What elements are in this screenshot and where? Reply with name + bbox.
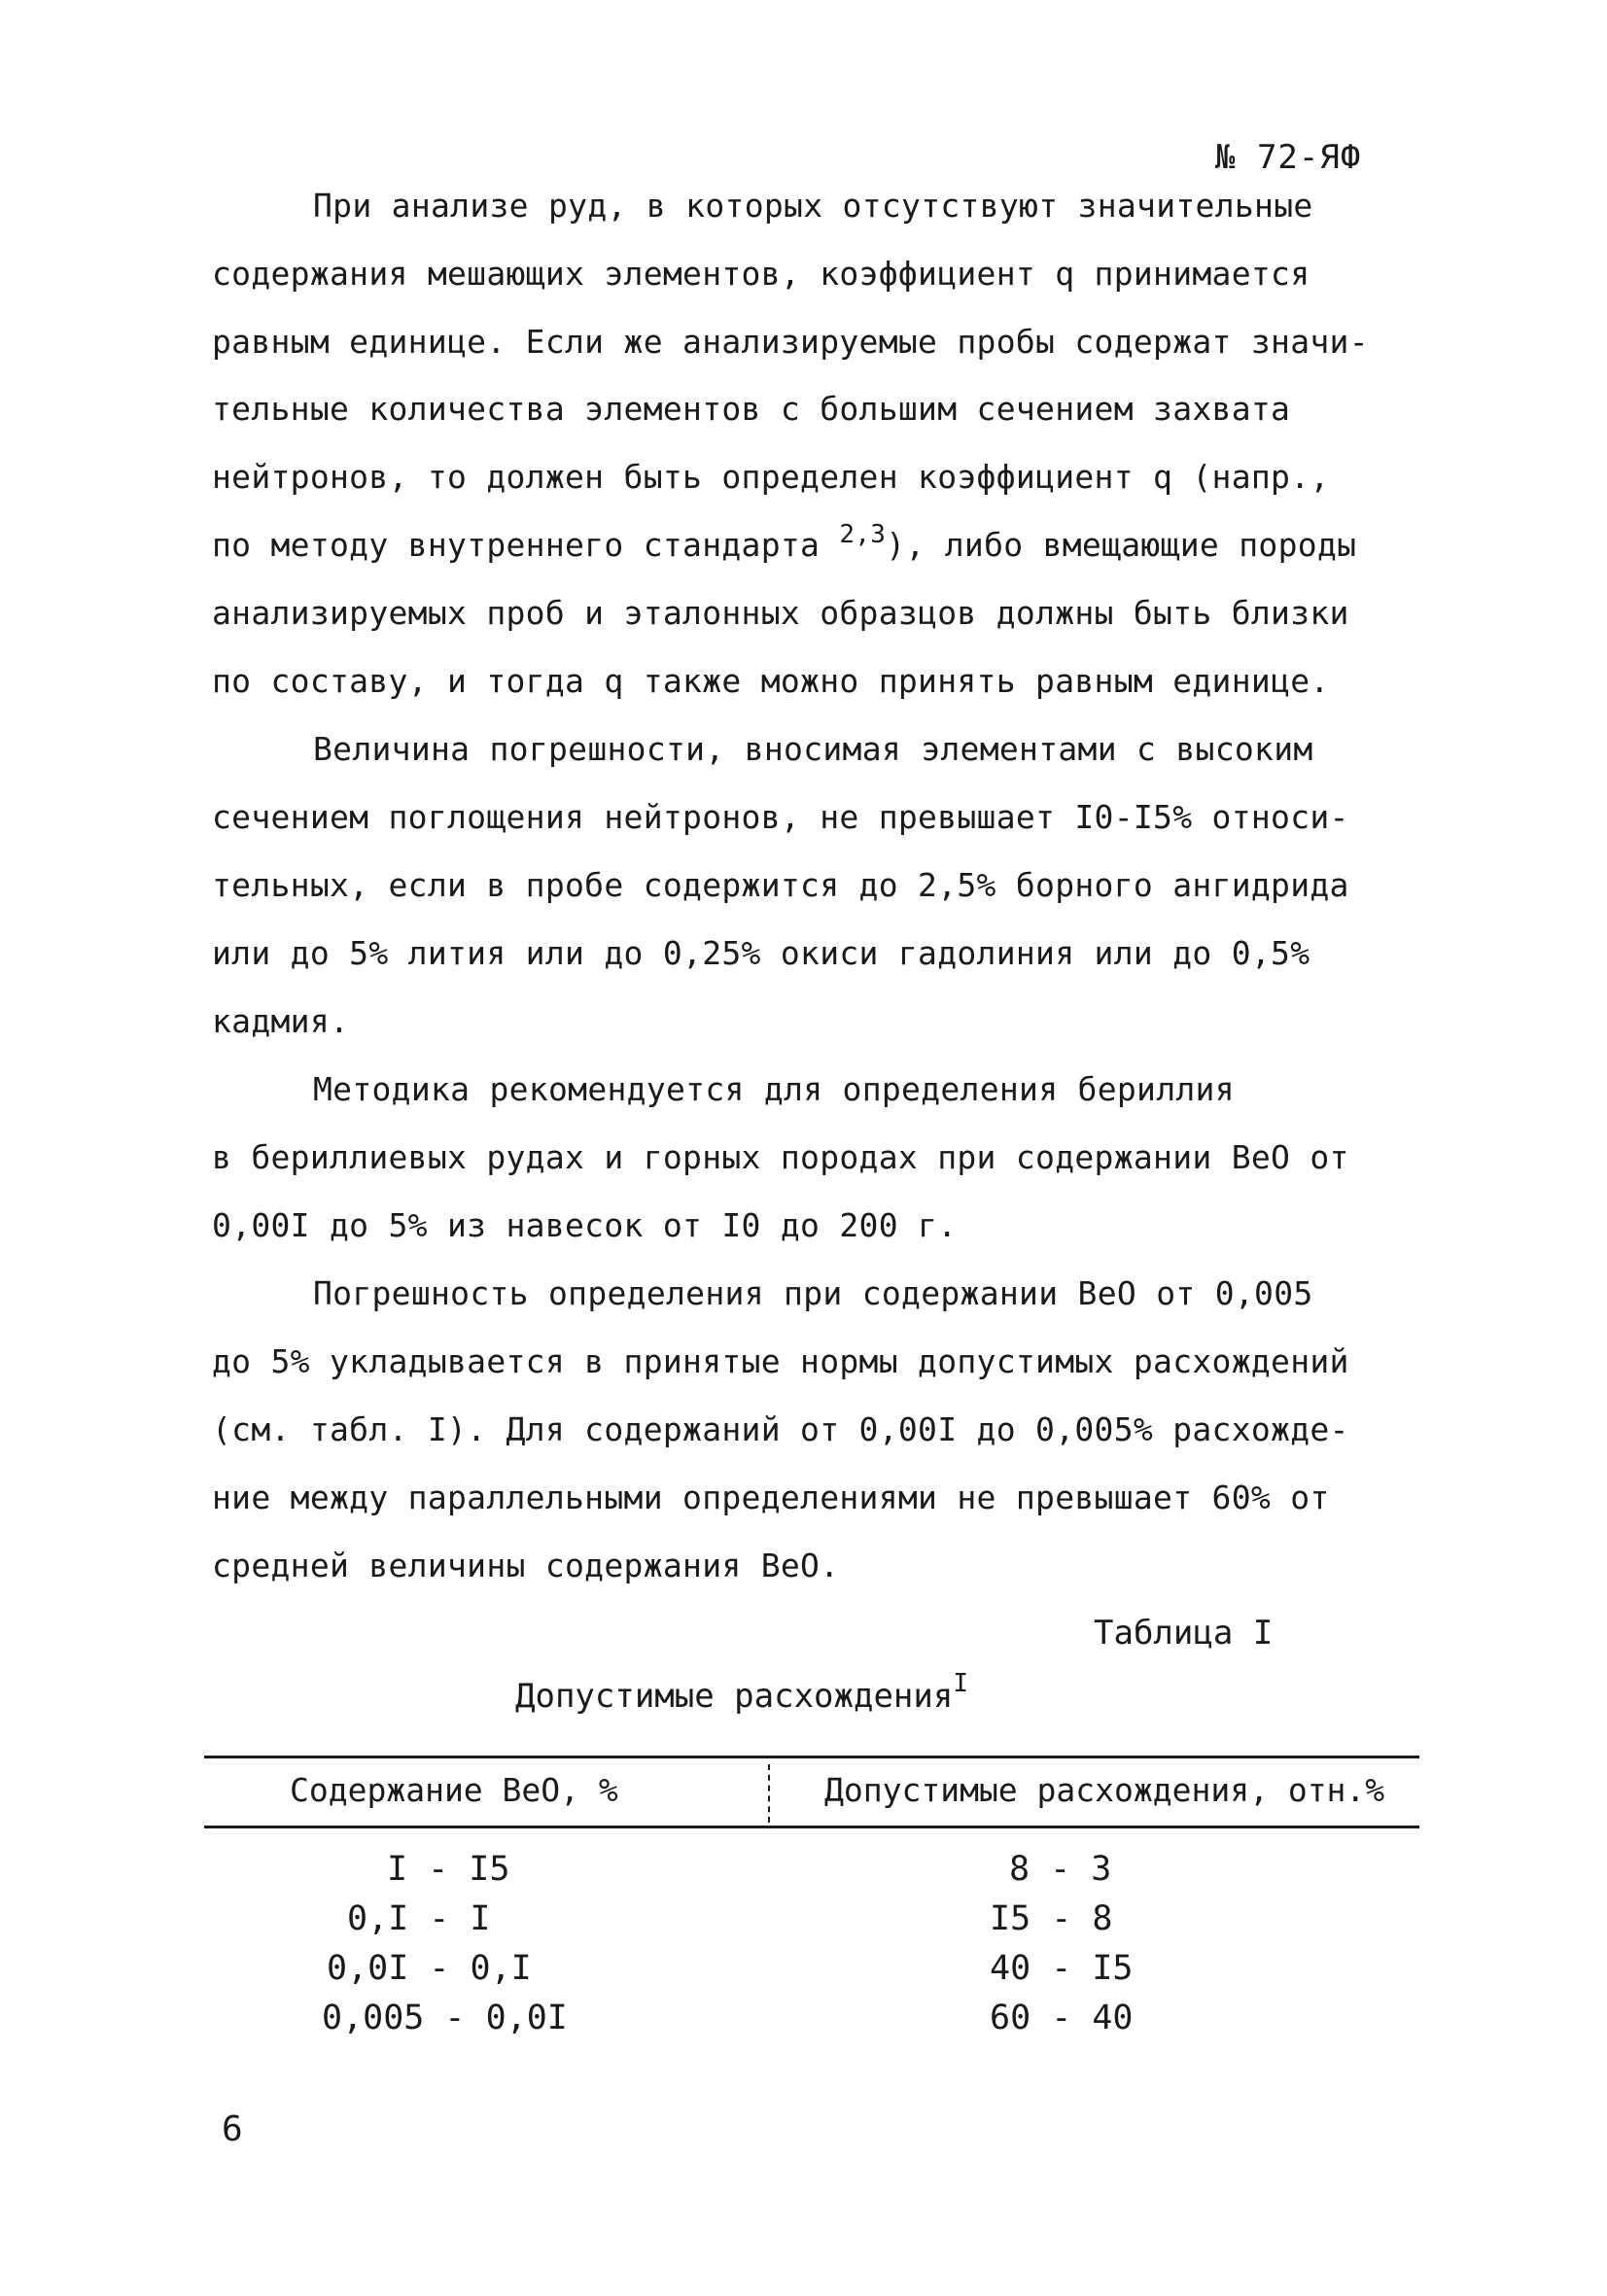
text-line: ние между параллельными определениями не превышает 60% от — [212, 1478, 1330, 1516]
reference-superscript: 2,3 — [839, 520, 887, 549]
text-line-with-reference — [212, 520, 1357, 564]
table-cell-content: 0,0I - 0,I — [327, 1949, 532, 1988]
table-cell-content: I - I5 — [387, 1850, 510, 1889]
text-line: средней величины содержания BeO. — [212, 1547, 840, 1584]
table-cell-discrepancy: 8 - 3 — [1009, 1850, 1112, 1889]
text-line: кадмия. — [212, 1002, 350, 1040]
table-header-content: Содержание BeO, % — [290, 1771, 618, 1809]
table-cell-content: 0,005 - 0,0I — [322, 1999, 568, 2037]
table-header-discrepancy: Допустимые расхождения, отн.% — [824, 1771, 1385, 1809]
text-line: содержания мешающих элементов, коэффициент q принимается — [212, 255, 1310, 293]
text-line: до 5% укладывается в принятые нормы допустимых расхождений — [212, 1342, 1349, 1380]
text-line: или до 5% лития или до 0,25% окиси гадолиния или до 0,5% — [212, 934, 1310, 972]
table-cell-discrepancy: 60 - 40 — [990, 1999, 1134, 2037]
text-line: 0,00I до 5% из навесок от I0 до 200 г. — [212, 1206, 958, 1244]
text-line: по составу, и тогда q также можно принять равным единице. — [212, 662, 1330, 700]
column-separator — [768, 1764, 772, 1823]
text-line: Величина погрешности, вносимая элементами с высоким — [313, 730, 1313, 768]
text-line: тельных, если в пробе содержится до 2,5% борного ангидрида — [212, 866, 1349, 904]
table-top-rule — [204, 1756, 1419, 1758]
table-cell-discrepancy: I5 - 8 — [990, 1899, 1113, 1938]
text-segment: по методу внутреннего стандарта — [212, 526, 840, 564]
text-line: (см. табл. I). Для содержаний от 0,00I до 0,005% расхожде- — [212, 1410, 1349, 1448]
page-number: 6 — [222, 2109, 243, 2149]
text-line: нейтронов, то должен быть определен коэффициент q (напр., — [212, 458, 1330, 496]
table-cell-content: 0,I - I — [347, 1899, 491, 1938]
text-line: равным единице. Если же анализируемые пробы содержат значи- — [212, 323, 1369, 361]
table-title — [515, 1669, 968, 1716]
text-line: Погрешность определения при содержании BeO от 0,005 — [313, 1274, 1313, 1312]
table-caption: Таблица I — [1094, 1614, 1274, 1652]
footnote-marker: I — [953, 1669, 968, 1698]
text-line: анализируемых проб и эталонных образцов должны быть близки — [212, 594, 1349, 632]
text-segment: ), либо вмещающие породы — [886, 526, 1357, 564]
text-line: тельные количества элементов с большим сечением захвата — [212, 390, 1291, 428]
table-cell-discrepancy: 40 - I5 — [990, 1949, 1134, 1988]
text-line: При анализе руд, в которых отсутствуют значительные — [313, 187, 1313, 225]
text-line: в бериллиевых рудах и горных породах при содержании BeO от — [212, 1138, 1349, 1176]
table-title-text: Допустимые расхождения — [515, 1677, 954, 1716]
text-line: сечением поглощения нейтронов, не превышает I0-I5% относи- — [212, 798, 1349, 836]
text-line: Методика рекомендуется для определения бериллия — [313, 1070, 1235, 1108]
table-header-rule — [204, 1826, 1419, 1828]
document-number: № 72-ЯФ — [1215, 138, 1362, 177]
